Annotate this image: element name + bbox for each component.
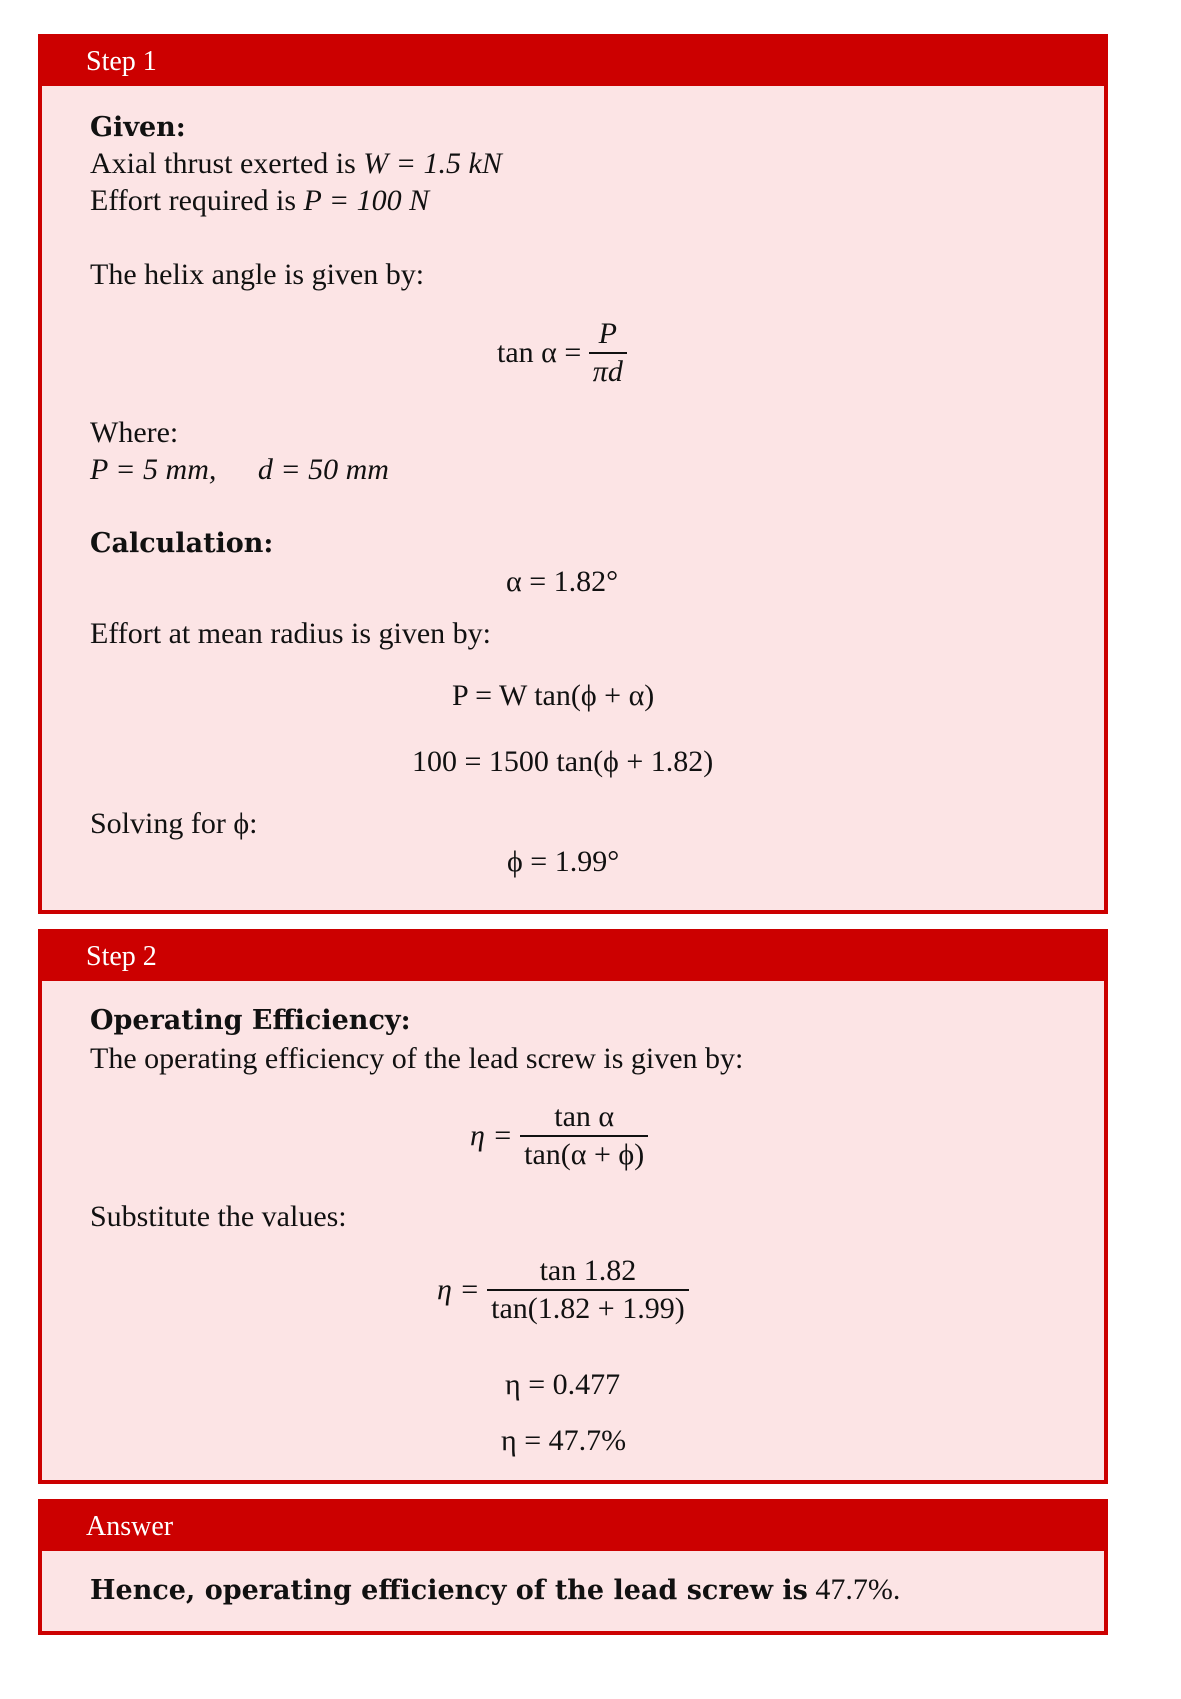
given-line-1: Axial thrust exerted is W = 1.5 kN: [90, 147, 502, 180]
tan-alpha-fraction: [589, 316, 627, 390]
diameter-value: d = 50 mm: [257, 453, 389, 486]
eta-formula-denominator: tan(α + ϕ): [520, 1135, 648, 1173]
eta-formula-numerator: tan α: [554, 1100, 615, 1133]
where-label: Where:: [90, 416, 179, 449]
effort-intro: Effort at mean radius is given by:: [90, 617, 492, 650]
eta-percent: η = 47.7%: [501, 1424, 627, 1457]
given-line-2: Effort required is P = 100 N: [90, 184, 430, 217]
tan-alpha-lhs: tan α =: [497, 336, 582, 369]
step2-header: Step 2: [42, 933, 1104, 981]
eta-decimal: η = 0.477: [505, 1368, 621, 1401]
eta-substituted: [437, 1253, 689, 1327]
given-title: Given:: [90, 112, 186, 143]
solving-label: Solving for ϕ:: [90, 807, 258, 840]
effort-value: P = 100 N: [303, 184, 430, 217]
eta-substituted-denominator: tan(1.82 + 1.99): [487, 1289, 689, 1327]
eta-formula: [470, 1099, 648, 1173]
phi-result: ϕ = 1.99°: [507, 845, 620, 878]
step1-box: [38, 34, 1108, 914]
eta-substituted-fraction: [487, 1253, 689, 1327]
step2-box: [38, 929, 1108, 1484]
answer-text: [90, 1572, 900, 1609]
tan-alpha-numerator: P: [598, 317, 617, 350]
thrust-value: W = 1.5 kN: [363, 147, 502, 180]
effort-equation: P = W tan(ϕ + α): [452, 679, 655, 712]
eta-substituted-numerator: tan 1.82: [539, 1254, 637, 1287]
tan-alpha-equation: [497, 316, 627, 390]
helix-intro: The helix angle is given by:: [90, 258, 425, 291]
answer-box: [38, 1499, 1108, 1635]
step1-header: Step 1: [42, 38, 1104, 86]
where-values: [90, 452, 389, 488]
answer-header: Answer: [42, 1503, 1104, 1551]
efficiency-title: Operating Efficiency:: [90, 1005, 411, 1036]
eta-substituted-lhs: η =: [437, 1273, 480, 1306]
alpha-result: α = 1.82°: [506, 565, 619, 598]
eta-formula-fraction: [520, 1099, 648, 1173]
substitute-label: Substitute the values:: [90, 1200, 347, 1233]
answer-value: 47.7%.: [815, 1573, 901, 1606]
eta-formula-lhs: η =: [470, 1119, 513, 1152]
efficiency-intro: The operating efficiency of the lead screw is given by:: [90, 1042, 744, 1075]
effort-substituted: 100 = 1500 tan(ϕ + 1.82): [412, 745, 714, 778]
tan-alpha-denominator: πd: [589, 352, 627, 390]
calculation-title: Calculation:: [90, 528, 274, 559]
answer-statement: Hence, operating efficiency of the lead screw is: [90, 1575, 808, 1606]
pitch-value: P = 5 mm,: [90, 453, 217, 486]
